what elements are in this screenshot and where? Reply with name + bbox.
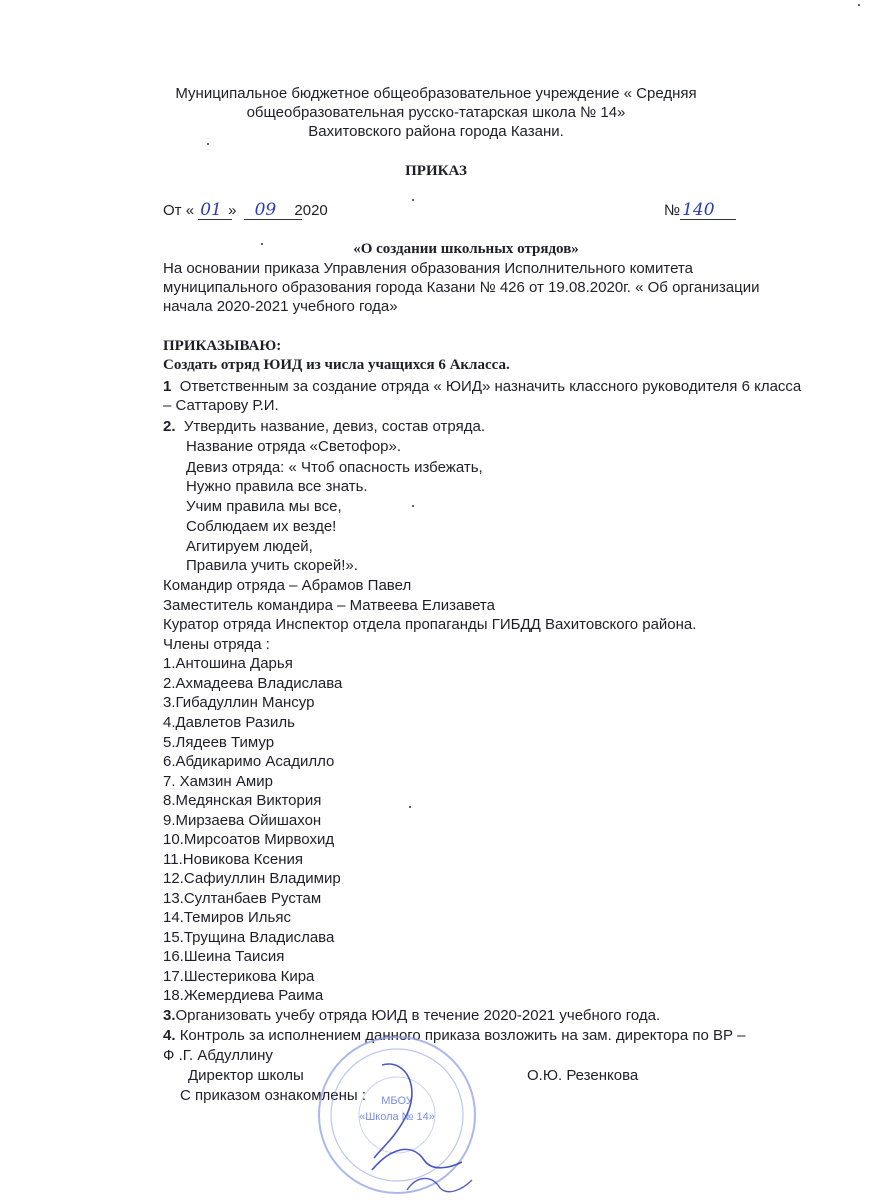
member-item: 16.Шеина Таисия bbox=[163, 948, 285, 965]
commander-line: Командир отряда – Абрамов Павел bbox=[163, 577, 412, 594]
member-item: 15.Трущина Владислава bbox=[163, 929, 335, 946]
member-item: 1.Антошина Дарья bbox=[163, 655, 293, 672]
date-month: 09 bbox=[254, 200, 277, 220]
item-4-text: Контроль за исполнением данного приказа возложить на зам. директора по ВР – bbox=[179, 1027, 746, 1044]
item-4-number: 4. bbox=[163, 1027, 176, 1044]
scan-speck bbox=[412, 505, 414, 507]
date-day-field bbox=[194, 201, 228, 220]
director-label: Директор школы bbox=[188, 1067, 304, 1084]
item-2-text: Утвердить название, девиз, состав отряда. bbox=[183, 418, 485, 435]
date-day-underline bbox=[198, 219, 232, 220]
member-item: 9.Мирзаева Ойишахон bbox=[163, 812, 322, 829]
scan-speck bbox=[858, 4, 860, 6]
motto-line: Девиз отряда: « Чтоб опасность избежать, bbox=[186, 459, 483, 476]
scan-speck bbox=[207, 143, 209, 145]
order-number bbox=[664, 201, 715, 220]
motto-line: Агитируем людей, bbox=[186, 538, 313, 555]
member-item: 5.Лядеев Тимур bbox=[163, 734, 275, 751]
item-2-number: 2. bbox=[163, 418, 176, 435]
member-item: 4.Давлетов Разиль bbox=[163, 714, 295, 731]
item-1-text: Ответственным за создание отряда « ЮИД» назначить классного руководителя 6 класса bbox=[179, 378, 802, 395]
director-name: О.Ю. Резенкова bbox=[527, 1067, 639, 1084]
date-day: 01 bbox=[200, 200, 222, 220]
member-item: 12.Сафиуллин Владимир bbox=[163, 870, 341, 887]
official-stamp bbox=[312, 1030, 482, 1200]
member-item: 13.Султанбаев Рустам bbox=[163, 890, 322, 907]
member-item: 10.Мирсоатов Мирвохид bbox=[163, 831, 335, 848]
item-4-line-2: Ф .Г. Абдуллину bbox=[163, 1047, 273, 1064]
basis-line-1: На основании приказа Управления образования Исполнительного комитета bbox=[163, 260, 693, 277]
header-line-2: общеобразовательная русско-татарская школа № 14» bbox=[246, 104, 626, 121]
motto-line: Учим правила мы все, bbox=[186, 498, 342, 515]
scan-speck bbox=[412, 199, 414, 201]
stamp-middle-text: «Школа № 14» bbox=[359, 1111, 435, 1123]
number-underline bbox=[680, 219, 736, 220]
date-month-underline bbox=[244, 219, 302, 220]
member-item: 6.Абдикаримо Асадилло bbox=[163, 753, 335, 770]
date-month-field bbox=[236, 201, 294, 220]
member-item: 18.Жемердиева Раима bbox=[163, 987, 324, 1004]
item-3-text: Организовать учебу отряда ЮИД в течение 2020-2021 учебного года. bbox=[175, 1007, 661, 1024]
squad-name-line: Название отряда «Светофор». bbox=[186, 438, 402, 455]
date-line bbox=[163, 201, 328, 220]
item-2 bbox=[163, 417, 485, 436]
curator-line: Куратор отряда Инспектор отдела пропаганды ГИБДД Вахитовского района. bbox=[163, 616, 697, 633]
scan-speck bbox=[409, 806, 411, 808]
stamp-top-text: МБОУ bbox=[381, 1095, 413, 1107]
deputy-line: Заместитель командира – Матвеева Елизавета bbox=[163, 597, 495, 614]
member-item: 17.Шестерикова Кира bbox=[163, 968, 315, 985]
member-item: 2.Ахмадеева Владислава bbox=[163, 675, 343, 692]
member-item: 3.Гибадуллин Мансур bbox=[163, 694, 315, 711]
date-mid: » bbox=[228, 202, 237, 219]
member-item: 8.Медянская Виктория bbox=[163, 792, 322, 809]
number-value: 140 bbox=[682, 200, 715, 220]
item-1-number: 1 bbox=[163, 378, 172, 395]
date-year: 2020 bbox=[294, 202, 328, 219]
member-item: 7. Хамзин Амир bbox=[163, 773, 273, 790]
item-3 bbox=[163, 1006, 660, 1025]
number-prefix: № bbox=[664, 202, 681, 219]
members-title: Члены отряда : bbox=[163, 636, 270, 653]
motto-line: Нужно правила все знать. bbox=[186, 478, 368, 495]
create-squad-line: Создать отряд ЮИД из числа учащихся 6 Акласса. bbox=[163, 357, 510, 373]
order-title: ПРИКАЗ bbox=[405, 163, 467, 179]
motto-line: Правила учить скорей!». bbox=[186, 557, 358, 574]
item-1 bbox=[163, 377, 801, 396]
date-prefix: От « bbox=[163, 202, 195, 219]
header-line-3: Вахитовского района города Казани. bbox=[308, 123, 564, 140]
motto-line: Соблюдаем их везде! bbox=[186, 518, 337, 535]
header-line-1: Муниципальное бюджетное общеобразовательное учреждение « Средняя bbox=[175, 85, 697, 102]
basis-line-3: начала 2020-2021 учебного года» bbox=[163, 298, 398, 315]
item-1-line-2: – Саттарову Р.И. bbox=[163, 397, 279, 414]
member-item: 14.Темиров Ильяс bbox=[163, 909, 291, 926]
item-3-number: 3. bbox=[163, 1007, 176, 1024]
basis-line-2: муниципального образования города Казани № 426 от 19.08.2020г. « Об организации bbox=[163, 279, 760, 296]
acquainted-line: С приказом ознакомлены : bbox=[180, 1087, 366, 1104]
order-subject: «О создании школьных отрядов» bbox=[353, 241, 579, 257]
member-item: 11.Новикова Ксения bbox=[163, 851, 304, 868]
order-word: ПРИКАЗЫВАЮ: bbox=[163, 338, 282, 354]
scan-speck bbox=[261, 243, 263, 245]
